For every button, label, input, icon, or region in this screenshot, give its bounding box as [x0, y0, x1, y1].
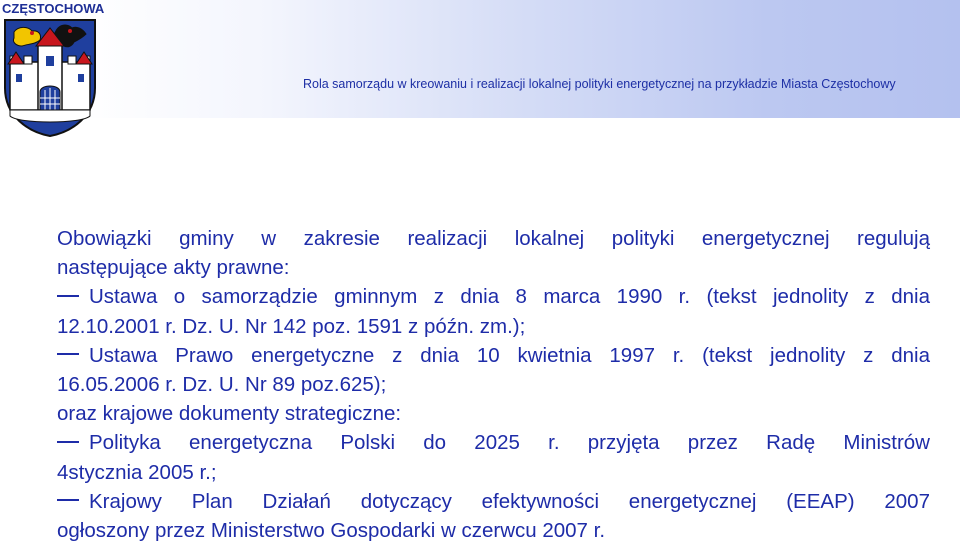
intro-line-2: następujące akty prawne:: [57, 256, 290, 280]
crest-caption: CZĘSTOCHOWA: [2, 1, 105, 16]
intro-line-1: Obowiązki gminy w zakresie realizacji lokalnej polityki energetycznej regulują: [57, 227, 930, 250]
strategic-docs-intro: oraz krajowe dokumenty strategiczne:: [57, 402, 402, 426]
list-item-3-line-2: 4stycznia 2005 r.;: [57, 460, 217, 484]
dash-bullet-icon: [57, 295, 79, 297]
list-item-4: [57, 487, 930, 516]
header-band: [0, 0, 960, 118]
coat-of-arms-icon: [2, 18, 98, 138]
presentation-title: Rola samorządu w kreowaniu i realizacji lokalnej polityki energetycznej na przykładzie Miasta Częstochowy: [303, 77, 896, 91]
list-item-1-line-2: 12.10.2001 r. Dz. U. Nr 142 poz. 1591 z późn. zm.);: [57, 314, 526, 338]
list-item-1: [57, 282, 930, 311]
list-item-2-line-2: 16.05.2006 r. Dz. U. Nr 89 poz.625);: [57, 373, 387, 397]
list-item-2: [57, 341, 930, 370]
dash-bullet-icon: [57, 499, 79, 501]
dash-bullet-icon: [57, 441, 79, 443]
list-item-3-line-1: Polityka energetyczna Polski do 2025 r. przyjęta przez Radę Ministrów: [89, 431, 930, 455]
city-crest: [0, 0, 105, 140]
list-item-1-line-1: Ustawa o samorządzie gminnym z dnia 8 marca 1990 r. (tekst jednolity z dnia: [89, 285, 930, 309]
list-item-4-line-1: Krajowy Plan Działań dotyczący efektywności energetycznej (EEAP) 2007: [89, 489, 930, 513]
list-item-4-line-2: ogłoszony przez Ministerstwo Gospodarki w czerwcu 2007 r.: [57, 519, 606, 543]
slide-body: [57, 224, 930, 545]
list-item-3: [57, 428, 930, 457]
dash-bullet-icon: [57, 353, 79, 355]
list-item-2-line-1: Ustawa Prawo energetyczne z dnia 10 kwietnia 1997 r. (tekst jednolity z dnia: [89, 343, 930, 367]
